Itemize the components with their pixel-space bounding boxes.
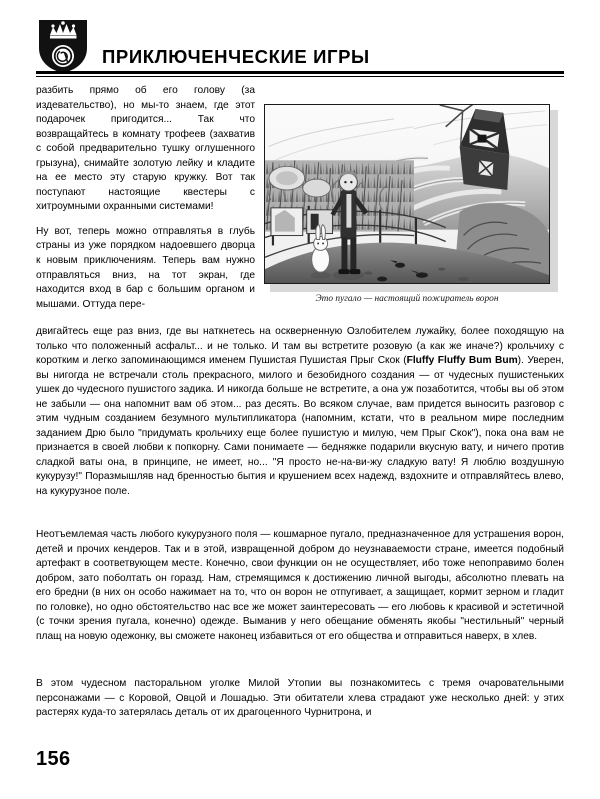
header-rule-thin [36, 76, 564, 77]
paragraph: Неотъемлемая часть любого кукурузного поля — кошмарное пугало, предназначенное для устрашения ворон, детей и прочих кендеров. Так и в этой, извращенной добром до неузнаваемости стране, имеется подобный артефакт в соответвующем месте. Конечно, свои функции он не осуществляет, ибо тоже непоправимо болен добром, зато поболтать он горазд. Нам, стремящимся к достижению личной выгоды, абсолютно плевать на его бредни (в них он особо нажимает на то, что он ворон не отпугивает, а защищает, кормит зерном и гладит по головке), но одно обстоятельство нас все же может заинтересовать — его любовь к красивой и эстетичной (с точки зрения пугала, конечно) одежде. Выманив у него обещание обменять якобы "нестильный" черный плащ на новую одежонку, вы сможете наконец избавиться от его общества и отправиться наверх, в хлев. [36, 529, 564, 642]
paragraph: Ну вот, теперь можно отправлятья в глубь страны из уже порядком надоевшего дворца к новым приключениям. Теперь вам нужно отправляться вниз, на тот экран, где находится вход в бар с большим органом и мышами. Оттуда пере- [36, 225, 255, 310]
body-paragraph-b [36, 528, 564, 644]
page-title: ПРИКЛЮЧЕНЧЕСКИЕ ИГРЫ [102, 46, 370, 67]
paragraph: двигайтесь еще раз вниз, где вы наткнетесь на оскверненную Озлобителем лужайку, более походящую на только что положенный асфальт... и не только. И там вы встретите розовую (а как же иначе?) крольчиху с коротким и легко запоминающимся именем Пушистая Пушистая Прыг Скок (Fluffy Fluffy Bum Bum). Уверен, вы нигогда не встречали столь прекрасного, милого и безобидного создания — от чудесных пушистеньких ушек до чудесного пушистого задика. И никогда больше не встретите, а она уж позаботится, чтобы вы об этом не забыли — она напомнит вам об этом... раз десять. Во всяком случае, вам придется выносить разговор с этим чудным созданием безумного мультипликатора (напомним, кстати, что в реальном мире последним заданием Дрю было "придумать крольчиху еще более пушистую и милую, чем Прыг Скок"), пока она вам не признается в своей любви к попкорну. Сами понимаете — бедняжке подарили вкусную вату, и ничего против сладкой ваты она, в принципе, не имеет, но... "Я просто не-на-ви-жу сладкую вату! Я люблю воздушную кукурузу!" Поразмышляв над бренностью бытия и крушением всех надежд, вздохните и отправляйтесь влево, на кукурузное поле. [36, 326, 564, 498]
page-header [36, 18, 564, 74]
figure-shadow-right [550, 110, 558, 292]
cornfield-scarecrow-artwork [265, 105, 549, 283]
body-paragraph-c [36, 677, 564, 721]
page-number: 156 [36, 748, 71, 770]
figure-shadow-bottom [270, 284, 558, 292]
figure-caption: Это пугало — настоящий пожиратель ворон [315, 294, 499, 304]
shield-crown-monogram-icon [36, 18, 90, 74]
paragraph: В этом чудесном пасторальном уголке Милой Утопии вы познакомитесь с тремя очаровательными персонажами — с Коровой, Овцой и Лошадью. Эти обитатели хлева страдают уже несколько дней: у этих растерях куда-то затерялась деталь от их драгоценного Чурнитрона, и [36, 678, 564, 719]
body-paragraph-a [36, 325, 564, 500]
left-column-text [36, 84, 255, 312]
figure-screenshot [264, 104, 550, 284]
paragraph: разбить прямо об его голову (за издевательство), но мы-то знаем, где этот подарочек пригодится... Так что возвращайтесь в комнату трофеев (захватив с собой предварительно тушку оглушенного грызуна), снимайте золотую лейку и кладите на ее место эту старую кружку. Вот так поступают настоящие квестеры с хитроумными охранными системами! [36, 85, 255, 213]
header-rule-thick [36, 71, 564, 74]
figure-frame [264, 104, 550, 284]
